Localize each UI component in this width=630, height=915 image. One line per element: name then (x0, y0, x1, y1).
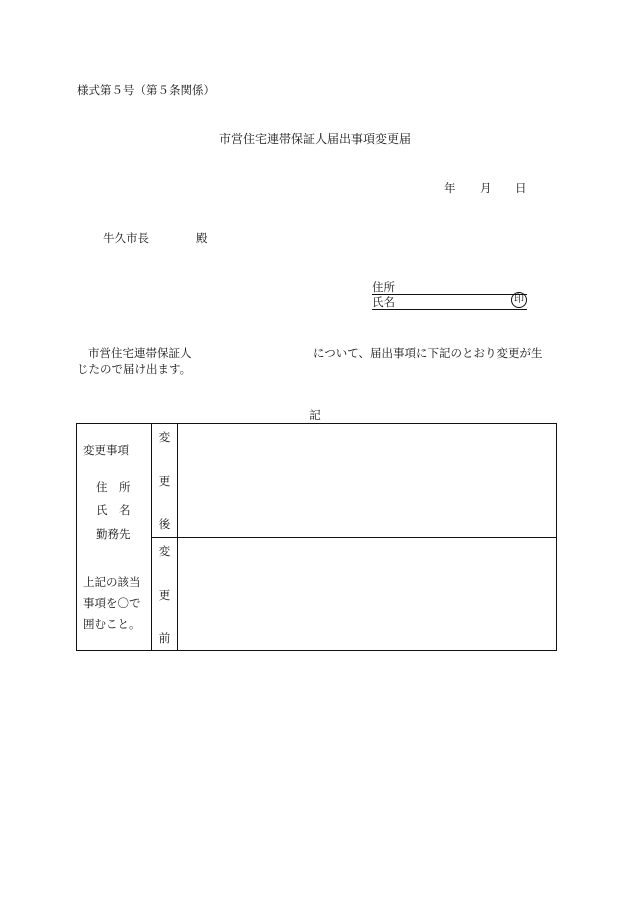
body-line2: じたので届け出ます。 (77, 362, 192, 376)
after-label-char-2: 更 (158, 474, 171, 488)
document-title: 市営住宅連帯保証人届出事項変更届 (218, 132, 411, 146)
note-line-1: 上記の該当 (83, 575, 141, 589)
addressee-honorific: 殿 (196, 231, 208, 245)
item-workplace[interactable]: 勤務先 (96, 527, 131, 541)
before-label-char-1: 変 (158, 543, 171, 558)
body-middle: について、届出事項に下記のとおり変更が生 (313, 346, 543, 360)
after-change-entry[interactable] (178, 424, 557, 538)
applicant-address-field[interactable] (372, 279, 527, 295)
seal-icon: 印 (511, 292, 527, 308)
applicant-name-label: 氏名 (372, 294, 395, 309)
change-items-cell (77, 424, 152, 651)
item-address[interactable]: 住 所 (96, 480, 131, 494)
ki-heading: 記 (309, 408, 321, 422)
before-label-char-2: 更 (158, 587, 171, 602)
item-name[interactable]: 氏 名 (96, 503, 131, 517)
date-day-label: 日 (515, 181, 527, 195)
after-label-char-1: 変 (158, 430, 171, 444)
note-line-2: 事項を〇で (83, 596, 141, 610)
body-prefix: 市営住宅連帯保証人 (88, 346, 192, 360)
note-line-3: 囲むこと。 (83, 617, 141, 631)
addressee-name: 牛久市長 (103, 231, 149, 245)
change-items-label: 変更事項 (83, 443, 129, 457)
body-paragraph (77, 345, 557, 377)
form-number: 様式第５号（第５条関係） (77, 83, 215, 97)
date-month-label: 月 (480, 181, 492, 195)
change-table (76, 423, 557, 651)
after-label-char-3: 後 (158, 517, 171, 531)
date-year-label: 年 (444, 181, 456, 195)
applicant-name-field[interactable] (372, 294, 527, 310)
before-change-entry[interactable] (178, 537, 557, 651)
after-change-label-cell (152, 424, 178, 538)
before-change-label-cell (152, 537, 178, 651)
applicant-address-label: 住所 (372, 279, 395, 294)
before-label-char-3: 前 (158, 630, 171, 645)
